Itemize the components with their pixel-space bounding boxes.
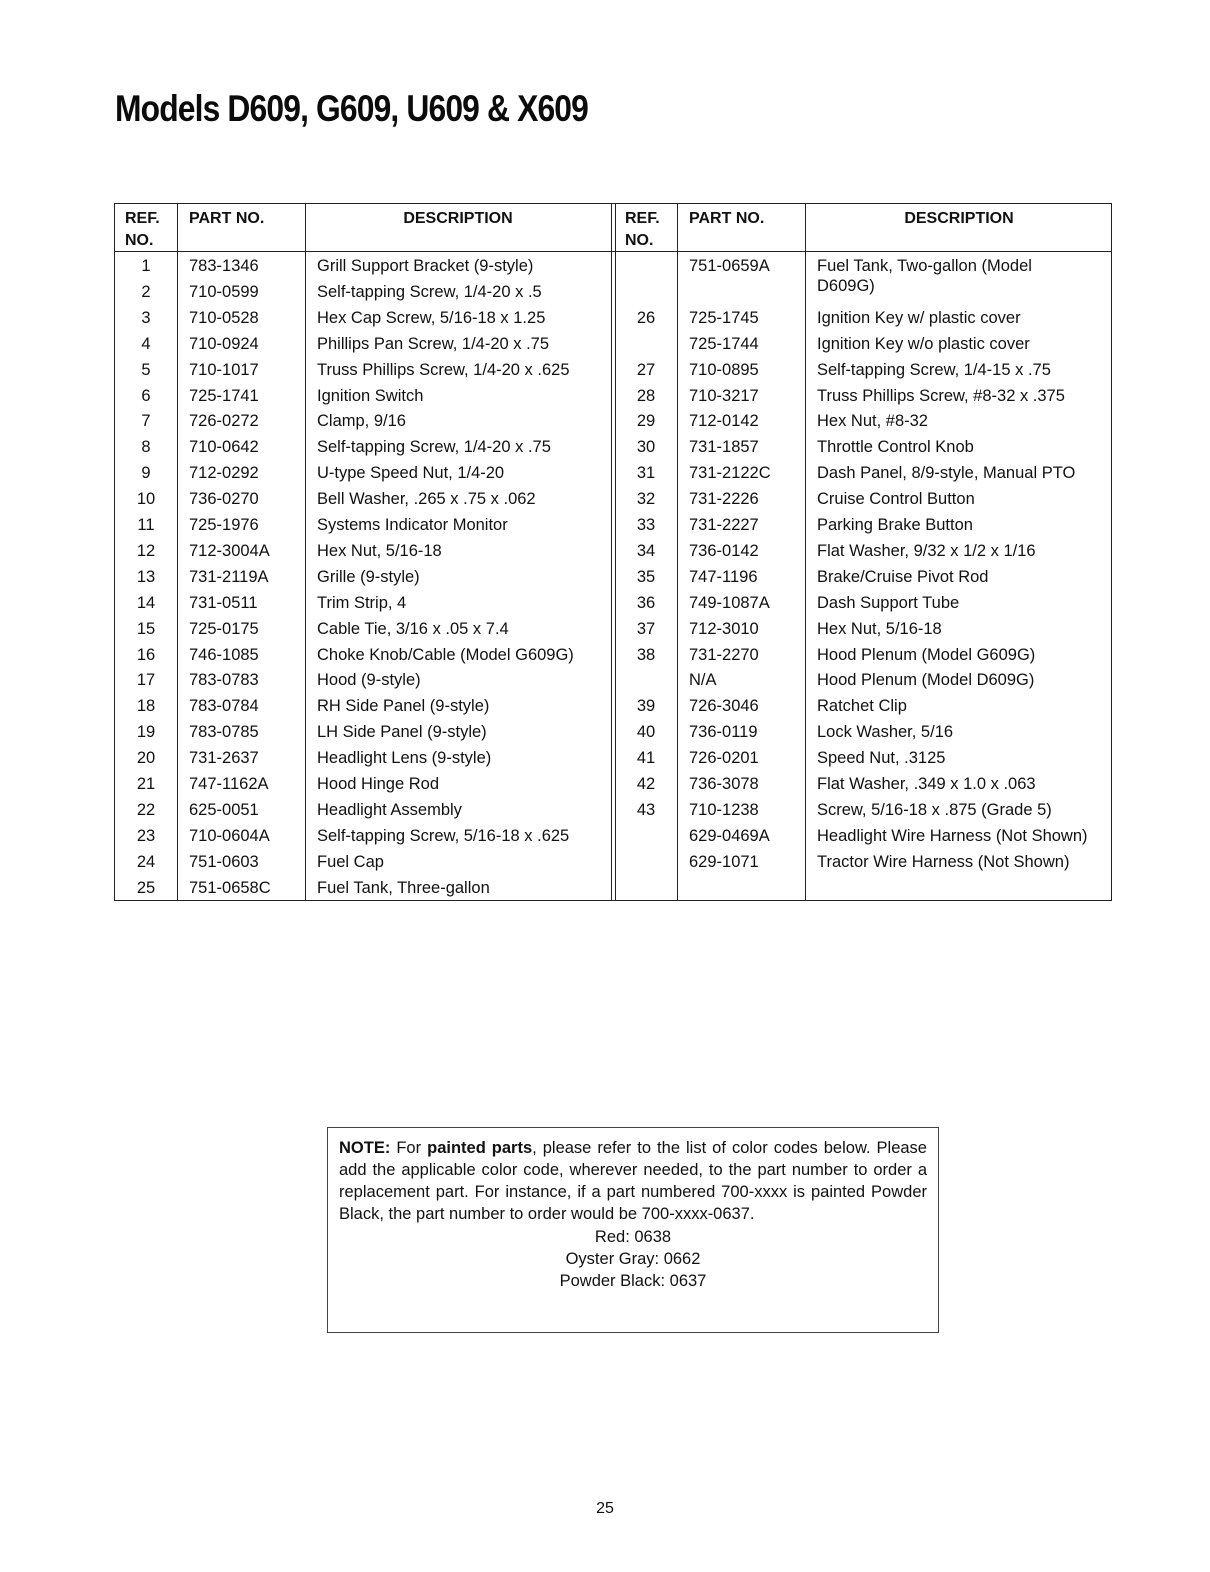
part-number: 712-3010 — [689, 619, 759, 638]
ref-number: 27 — [636, 360, 656, 379]
part-number: 725-1976 — [189, 516, 259, 534]
part-number: 731-2637 — [189, 749, 259, 768]
part-description: Bell Washer, .265 x .75 x .062 — [317, 490, 536, 509]
part-description: Headlight Assembly — [317, 800, 462, 819]
ref-number: 19 — [136, 723, 156, 742]
ref-number: 40 — [636, 723, 656, 742]
part-description: Ratchet Clip — [817, 697, 907, 716]
note-bold-phrase: painted parts — [427, 1139, 533, 1157]
part-description: Truss Phillips Screw, #8-32 x .375 — [817, 386, 1065, 405]
part-number: 710-1238 — [689, 800, 759, 819]
header-ref-line2: NO. — [625, 232, 654, 249]
ref-number: 11 — [137, 516, 155, 534]
ref-number: 33 — [636, 516, 656, 534]
part-number: 736-0142 — [689, 541, 759, 560]
part-number: 725-1741 — [189, 386, 259, 405]
part-number: 747-1196 — [689, 567, 758, 586]
part-number: 731-2119A — [189, 567, 269, 586]
header-part-no-left: PART NO. — [189, 210, 265, 227]
part-description: Flat Washer, .349 x 1.0 x .063 — [817, 775, 1036, 793]
note-pre: For — [390, 1139, 428, 1157]
ref-number: 24 — [136, 852, 156, 871]
part-number: 710-1017 — [189, 360, 259, 379]
ref-number: 13 — [136, 567, 156, 586]
part-description: Hood Plenum (Model D609G) — [817, 671, 1035, 690]
note-body: , please refer to the list of color codes below. Please add the applicable color code, wherever needed, to the part number to order a replacement part. For instance, if a part numbered 700-xxxx is painted Powder Black, the part number to order would be 700-xxxx-0637. — [339, 1139, 927, 1223]
ref-number: 10 — [136, 490, 156, 509]
part-description: Self-tapping Screw, 1/4-15 x .75 — [817, 360, 1051, 379]
ref-number: 2 — [141, 282, 151, 301]
header-ref-line1: REF. — [625, 210, 660, 227]
part-description: Tractor Wire Harness (Not Shown) — [817, 852, 1070, 871]
part-number: 747-1162A — [189, 775, 269, 793]
note-text — [339, 1137, 927, 1225]
part-description: Hood Plenum (Model G609G) — [817, 645, 1036, 664]
paint-note-box — [327, 1127, 939, 1333]
ref-number: 1 — [141, 257, 151, 275]
part-number: 710-0642 — [189, 438, 259, 457]
part-description: Flat Washer, 9/32 x 1/2 x 1/16 — [817, 541, 1036, 560]
part-number: 751-0658C — [189, 878, 271, 897]
part-number: 749-1087A — [689, 593, 770, 612]
part-description: Dash Support Tube — [817, 593, 960, 612]
ref-number: 14 — [136, 593, 156, 612]
part-description: Headlight Wire Harness (Not Shown) — [817, 826, 1088, 845]
ref-number: 43 — [636, 800, 656, 819]
ref-number: 17 — [136, 671, 156, 690]
ref-number: 26 — [636, 308, 656, 327]
ref-number: 4 — [141, 334, 151, 353]
part-number: 629-1071 — [689, 852, 759, 871]
note-label: NOTE: — [339, 1139, 391, 1157]
ref-number: 38 — [636, 645, 656, 664]
part-description: Self-tapping Screw, 1/4-20 x .5 — [317, 282, 542, 301]
part-number: 726-0272 — [189, 412, 259, 431]
part-number: 712-0292 — [189, 464, 259, 483]
part-description: Hex Nut, 5/16-18 — [317, 541, 442, 560]
part-number: 710-0528 — [189, 308, 259, 327]
part-description: RH Side Panel (9-style) — [317, 697, 490, 716]
column-divider — [805, 204, 806, 900]
page-title: Models D609, G609, U609 & X609 — [115, 88, 588, 129]
part-number: 731-2226 — [689, 490, 759, 509]
ref-number: 35 — [636, 567, 656, 586]
ref-number: 25 — [136, 878, 156, 897]
header-ref-line1: REF. — [125, 210, 160, 227]
ref-number: 37 — [636, 619, 656, 638]
part-number: 731-1857 — [689, 438, 759, 457]
ref-number: 9 — [141, 464, 151, 483]
part-number: 783-0785 — [189, 723, 259, 742]
part-description: Systems Indicator Monitor — [317, 516, 508, 534]
part-number: 710-0924 — [189, 334, 259, 353]
ref-number: 20 — [136, 749, 156, 768]
part-number: 731-0511 — [189, 593, 258, 612]
part-description: Self-tapping Screw, 5/16-18 x .625 — [317, 826, 570, 845]
part-number: 746-1085 — [189, 645, 259, 664]
part-number: 731-2227 — [689, 516, 759, 534]
part-description: Fuel Tank, Three-gallon — [317, 878, 490, 897]
ref-number: 5 — [141, 360, 151, 379]
part-number: 783-0784 — [189, 697, 259, 716]
part-number: 725-1744 — [689, 334, 759, 353]
ref-number: 30 — [636, 438, 656, 457]
ref-number: 21 — [136, 775, 156, 793]
ref-number: 32 — [636, 490, 656, 509]
ref-number: 42 — [636, 775, 656, 793]
part-number: N/A — [689, 671, 717, 690]
ref-number: 6 — [141, 386, 151, 405]
ref-number: 39 — [636, 697, 656, 716]
part-description: Grill Support Bracket (9-style) — [317, 257, 534, 275]
part-description: Grille (9-style) — [317, 567, 420, 586]
part-number: 725-1745 — [689, 308, 759, 327]
ref-number: 34 — [636, 541, 656, 560]
part-number: 783-0783 — [189, 671, 259, 690]
column-divider — [611, 204, 612, 900]
part-number: 712-0142 — [689, 412, 759, 431]
part-description: Ignition Key w/ plastic cover — [817, 308, 1021, 327]
ref-number: 28 — [636, 386, 656, 405]
column-divider — [177, 204, 178, 900]
color-code-item: Oyster Gray: 0662 — [565, 1250, 701, 1268]
part-description: U-type Speed Nut, 1/4-20 — [317, 464, 505, 483]
part-description: Speed Nut, .3125 — [817, 749, 946, 768]
part-description: Cruise Control Button — [817, 490, 975, 509]
part-number: 725-0175 — [189, 619, 259, 638]
part-number: 625-0051 — [189, 800, 259, 819]
color-code-list — [339, 1226, 927, 1292]
part-number: 726-3046 — [689, 697, 759, 716]
ref-number: 31 — [636, 464, 656, 483]
part-description: Parking Brake Button — [817, 516, 973, 534]
ref-number: 12 — [136, 541, 156, 560]
part-description: Clamp, 9/16 — [317, 412, 406, 431]
ref-number: 8 — [141, 438, 151, 457]
part-number: 751-0603 — [189, 852, 259, 871]
part-number: 629-0469A — [689, 826, 770, 845]
header-divider — [115, 251, 1111, 252]
part-description: Phillips Pan Screw, 1/4-20 x .75 — [317, 334, 550, 353]
part-description: Hood Hinge Rod — [317, 775, 439, 793]
parts-table — [114, 203, 1112, 901]
header-ref-left — [125, 208, 160, 252]
ref-number: 16 — [136, 645, 156, 664]
part-description: Self-tapping Screw, 1/4-20 x .75 — [317, 438, 551, 457]
header-ref-line2: NO. — [125, 232, 154, 249]
header-description-left: DESCRIPTION — [403, 210, 513, 227]
part-number: 731-2122C — [689, 464, 771, 483]
ref-number: 15 — [136, 619, 156, 638]
part-description: Hex Nut, 5/16-18 — [817, 619, 942, 638]
part-number: 736-0270 — [189, 490, 259, 509]
part-description: Trim Strip, 4 — [317, 593, 407, 612]
part-number: 710-0895 — [689, 360, 759, 379]
part-number: 710-0604A — [189, 826, 270, 845]
part-number: 712-3004A — [189, 541, 270, 560]
ref-number: 36 — [636, 593, 656, 612]
part-description: Screw, 5/16-18 x .875 (Grade 5) — [817, 800, 1052, 819]
page-number: 25 — [596, 1500, 614, 1517]
part-description: Hood (9-style) — [317, 671, 421, 690]
ref-number: 22 — [136, 800, 156, 819]
ref-number: 7 — [141, 412, 151, 431]
ref-number: 41 — [636, 749, 656, 768]
part-description: Throttle Control Knob — [817, 438, 974, 457]
color-code-item: Powder Black: 0637 — [559, 1272, 707, 1290]
part-description: Hex Nut, #8-32 — [817, 412, 928, 431]
part-description: Cable Tie, 3/16 x .05 x 7.4 — [317, 619, 509, 638]
part-description: Ignition Switch — [317, 386, 424, 405]
ref-number: 29 — [636, 412, 656, 431]
header-ref-right — [625, 208, 660, 252]
ref-number: 18 — [136, 697, 156, 716]
part-description: Brake/Cruise Pivot Rod — [817, 567, 989, 586]
part-description: Fuel Cap — [317, 852, 384, 871]
part-number: 726-0201 — [689, 749, 759, 768]
part-description: Choke Knob/Cable (Model G609G) — [317, 645, 574, 664]
part-description: Ignition Key w/o plastic cover — [817, 334, 1030, 353]
part-description: Headlight Lens (9-style) — [317, 749, 492, 768]
column-divider — [305, 204, 306, 900]
color-code-item: Red: 0638 — [594, 1228, 672, 1246]
part-description: Dash Panel, 8/9-style, Manual PTO — [817, 464, 1076, 483]
part-description: Fuel Tank, Two-gallon (Model D609G) — [817, 257, 1032, 295]
part-description: Truss Phillips Screw, 1/4-20 x .625 — [317, 360, 570, 379]
header-part-no-right: PART NO. — [689, 210, 765, 227]
part-number: 731-2270 — [689, 645, 759, 664]
part-description: Hex Cap Screw, 5/16-18 x 1.25 — [317, 308, 546, 327]
part-description: LH Side Panel (9-style) — [317, 723, 487, 742]
part-description: Lock Washer, 5/16 — [817, 723, 954, 742]
part-number: 710-0599 — [189, 282, 259, 301]
ref-number: 23 — [136, 826, 156, 845]
part-number: 783-1346 — [189, 257, 259, 275]
part-number: 751-0659A — [689, 257, 770, 275]
part-number: 736-3078 — [689, 775, 759, 793]
part-number: 736-0119 — [689, 723, 758, 742]
part-number: 710-3217 — [689, 386, 759, 405]
header-description-right: DESCRIPTION — [904, 210, 1014, 227]
ref-number: 3 — [141, 308, 151, 327]
column-divider — [677, 204, 678, 900]
